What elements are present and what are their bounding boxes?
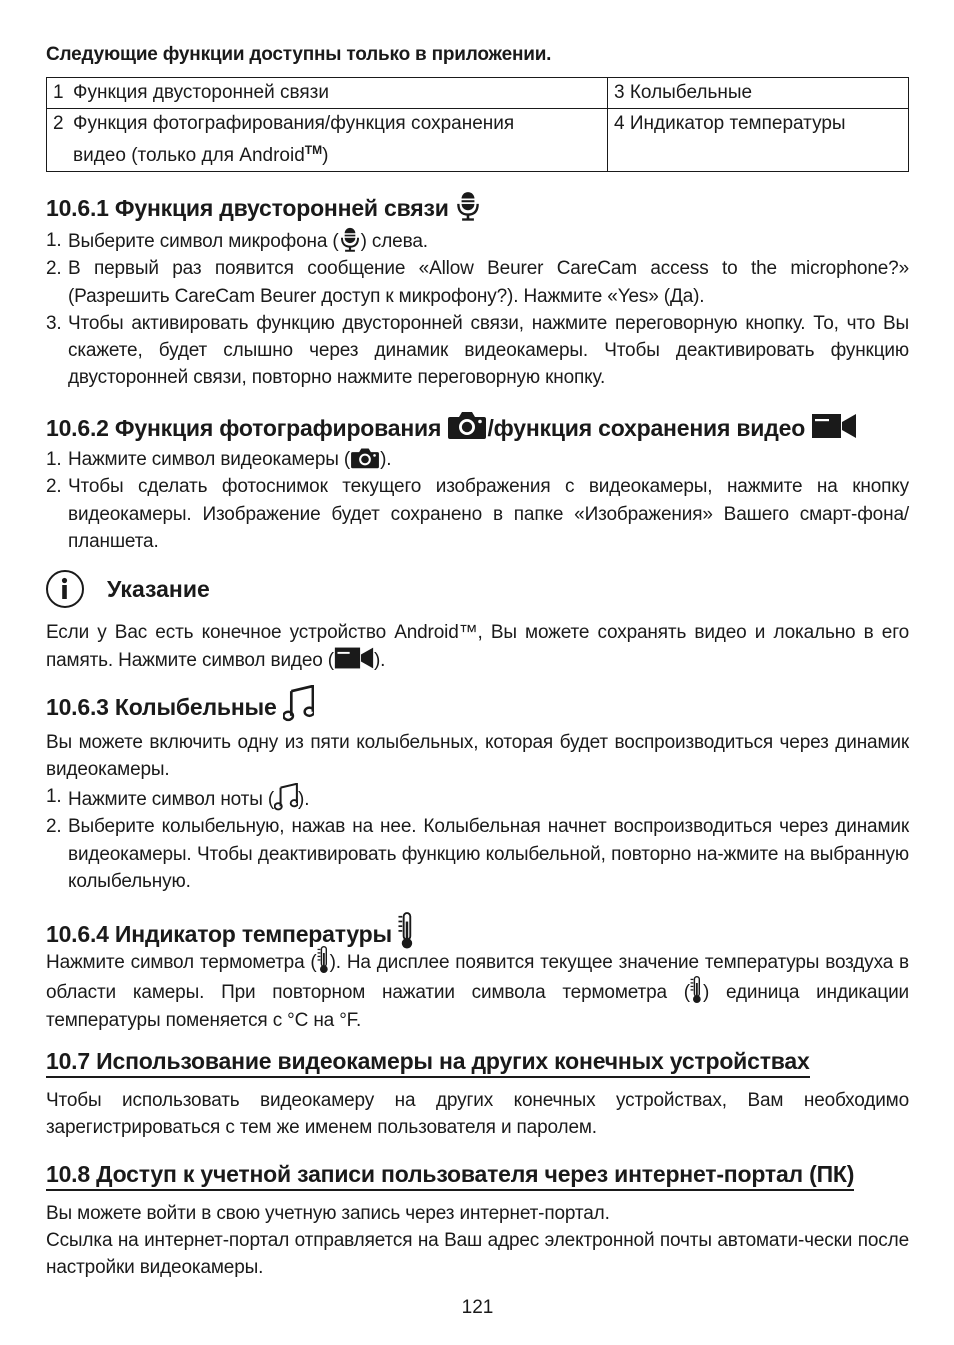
trademark: TM	[304, 143, 323, 157]
intro-title: Следующие функции доступны только в приложении.	[46, 44, 552, 65]
note-header	[46, 570, 210, 608]
cell-number: 2	[53, 113, 64, 134]
list-item	[46, 813, 909, 895]
heading-text: 10.6.2 Функция фотографирования	[46, 415, 442, 441]
list-number: 2.	[46, 816, 62, 838]
table-cell: 3 Колыбельные	[608, 78, 909, 109]
table-cell: 4 Индикатор температуры	[608, 109, 909, 172]
list-item	[46, 227, 909, 255]
cell-text: видео (только для Android	[73, 145, 305, 166]
list-text: Нажмите символ видеокамеры (	[68, 449, 351, 470]
cell-text: Функция фотографирования/функция сохранения	[73, 113, 515, 134]
list-text: В первый раз появится сообщение «Allow Beurer CareCam access to the microphone?» (Разрешить CareCam Beurer доступ к микрофону?). Нажмите «Yes» (Да).	[68, 258, 909, 307]
list-text: ).	[298, 789, 310, 810]
lullabies-intro: Вы можете включить одну из пяти колыбельных, которая будет воспроизводиться через динамик видеокамеры.	[46, 732, 909, 781]
list-item	[46, 310, 909, 392]
video-camera-icon	[334, 646, 374, 670]
note-text	[46, 619, 909, 675]
list-number: 3.	[46, 312, 62, 334]
info-icon-glyph	[48, 572, 82, 606]
table-cell	[47, 78, 608, 109]
music-note-icon	[274, 783, 298, 811]
heading-text: 10.6.1 Функция двусторонней связи	[46, 195, 449, 221]
cell-number: 1	[53, 82, 64, 103]
two-way-steps	[46, 227, 909, 392]
music-note-icon	[283, 685, 314, 722]
list-number: 2.	[46, 476, 62, 498]
list-text: Чтобы активировать функцию двусторонней связи, нажмите переговорную кнопку. То, что Вы скажете, будет слышно через динамик видеокамеры. Чтобы деактивировать функцию двусторонней связи, повторно нажмите переговорную кнопку.	[68, 312, 909, 389]
list-number: 1.	[46, 449, 62, 470]
video-camera-icon	[811, 413, 857, 439]
list-item	[46, 473, 909, 555]
cell-text: Функция двусторонней связи	[73, 82, 329, 103]
heading-text: 10.6.3 Колыбельные	[46, 694, 277, 720]
photo-video-steps	[46, 446, 909, 555]
table-cell	[47, 109, 608, 172]
paragraph-text: Если у Вас есть конечное устройство Android™, Вы можете сохранять видео и локально в его память. Нажмите символ видео (	[46, 622, 909, 672]
heading-text: /функция сохранения видео	[487, 415, 806, 441]
section-heading-photo-video	[46, 410, 857, 442]
section-heading-temperature	[46, 912, 415, 950]
section-heading-two-way	[46, 191, 481, 222]
other-devices-text: Чтобы использовать видеокамеру на других конечных устройствах, Вам необходимо зарегистрироваться с тем же именем пользователя и паролем.	[46, 1090, 909, 1139]
list-text: Чтобы сделать фотоснимок текущего изображения с видеокамеры, нажмите на кнопку видеокамеры. Изображение будет сохранено в папке «Изображения» Вашего смарт-фона/планшета.	[68, 476, 909, 552]
temperature-text	[46, 946, 909, 1034]
list-number: 2.	[46, 258, 62, 280]
list-number: 1.	[46, 786, 62, 807]
paragraph-text: ) единица индикации температуры поменяется с °C на °F.	[46, 982, 910, 1031]
web-portal-line2: Ссылка на интернет-портал отправляется на Ваш адрес электронной почты автомати-чески после настройки видеокамеры.	[46, 1230, 909, 1279]
camera-icon	[350, 447, 380, 469]
section-heading-other-devices: 10.7 Использование видеокамеры на других конечных устройствах	[46, 1048, 810, 1078]
list-item	[46, 783, 909, 813]
list-text: ).	[380, 449, 392, 470]
table-row	[47, 109, 909, 172]
section-heading-web-portal: 10.8 Доступ к учетной записи пользователя через интернет-портал (ПК)	[46, 1161, 854, 1191]
thermometer-icon	[690, 976, 703, 1004]
list-text: Нажмите символ ноты (	[68, 789, 275, 810]
lullabies-steps	[46, 783, 909, 895]
camera-icon	[447, 410, 487, 440]
list-text: Выберите символ микрофона (	[68, 231, 339, 252]
section-heading-lullabies	[46, 685, 314, 722]
thermometer-icon	[317, 946, 330, 974]
heading-text: 10.6.4 Индикатор температуры	[46, 921, 392, 947]
paragraph-text: Нажмите символ термометра (	[46, 952, 317, 973]
cell-text: )	[322, 145, 329, 166]
info-icon	[46, 570, 84, 608]
microphone-icon	[455, 191, 481, 221]
web-portal-line1: Вы можете войти в свою учетную запись через интернет-портал.	[46, 1203, 610, 1224]
paragraph-text: ).	[373, 650, 386, 672]
list-item	[46, 255, 909, 310]
paragraph-text: ). На дисплее появится текущее значение температуры воздуха в области камеры. При повторном нажатии символа термометра (	[46, 952, 909, 1004]
note-title: Указание	[107, 575, 210, 602]
cell-text-continued	[53, 137, 601, 169]
list-text: ) слева.	[360, 231, 428, 252]
page-number: 121	[461, 1297, 494, 1318]
list-text: Выберите колыбельную, нажав на нее. Колыбельная начнет воспроизводиться через динамик видеокамеры. Чтобы деактивировать функцию колыбельной, повторно на-жмите на выбранную колыбельную.	[68, 816, 909, 892]
list-item	[46, 446, 909, 473]
table-row	[47, 78, 909, 109]
thermometer-icon	[398, 912, 415, 950]
list-number: 1.	[46, 230, 62, 251]
microphone-icon	[339, 227, 361, 252]
functions-table	[46, 77, 909, 172]
